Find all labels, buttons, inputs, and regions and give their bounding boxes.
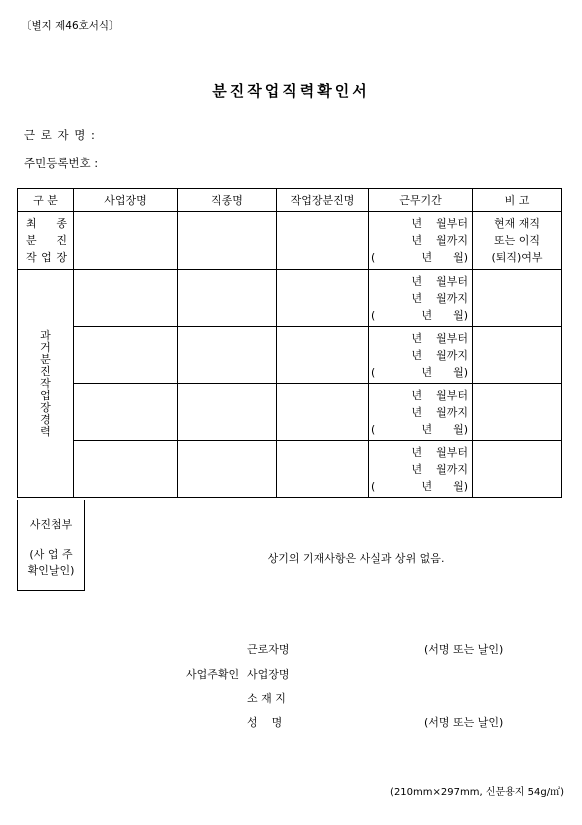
job-type-cell[interactable] <box>178 212 277 270</box>
current-workplace-row <box>18 212 562 270</box>
photo-note-line2: 확인날인) <box>27 564 75 577</box>
header-category: 구 분 <box>18 189 74 212</box>
table-header-row <box>18 189 562 212</box>
work-period-cell[interactable]: 년 월부터 년 월까지 ( 년 월) <box>369 441 473 498</box>
current-remark-cell: 현재 재직 또는 이직 (퇴직)여부 <box>473 212 562 270</box>
career-table <box>17 188 562 498</box>
worker-name-signature-label: 근로자명 <box>247 643 290 656</box>
business-name-cell[interactable] <box>74 327 178 384</box>
name-label: 성 명 <box>247 716 283 729</box>
paper-spec-footer: (210mm×297mm, 신문용지 54g/㎡) <box>390 787 564 798</box>
worker-name-label: 근 로 자 명 : <box>24 128 96 142</box>
past-workplace-row <box>18 441 562 498</box>
business-name-cell[interactable] <box>74 384 178 441</box>
work-period-cell[interactable]: 년 월부터 년 월까지 ( 년 월) <box>369 327 473 384</box>
header-job-type: 직종명 <box>178 189 277 212</box>
employer-sign-note: (서명 또는 날인) <box>424 716 504 729</box>
worker-sign-note: (서명 또는 날인) <box>424 643 504 656</box>
current-workplace-category: 최 종 분 진 작 업 장 <box>18 212 74 270</box>
past-workplace-row <box>18 327 562 384</box>
business-name-cell[interactable] <box>74 270 178 327</box>
employer-confirm-label: 사업주확인 <box>186 668 240 681</box>
dust-name-cell[interactable] <box>277 384 369 441</box>
job-type-cell[interactable] <box>178 327 277 384</box>
job-type-cell[interactable] <box>178 384 277 441</box>
past-workplace-row <box>18 270 562 327</box>
past-workplace-category: 과 거 분 진 작 업 장 경 력 <box>18 270 74 498</box>
dust-name-cell[interactable] <box>277 441 369 498</box>
form-number-label: 〔별지 제46호서식〕 <box>21 20 120 32</box>
dust-name-cell[interactable] <box>277 327 369 384</box>
confirmation-statement: 상기의 기재사항은 사실과 상위 없음. <box>267 552 445 565</box>
remark-cell[interactable] <box>473 327 562 384</box>
work-period-cell[interactable]: 년 월부터 년 월까지 ( 년 월) <box>369 270 473 327</box>
work-period-cell[interactable]: 년 월부터 년 월까지 ( 년 월) <box>369 384 473 441</box>
header-work-period: 근무기간 <box>369 189 473 212</box>
header-remarks: 비 고 <box>473 189 562 212</box>
address-label: 소 재 지 <box>247 692 286 705</box>
business-name-cell[interactable] <box>74 441 178 498</box>
remark-cell[interactable] <box>473 441 562 498</box>
document-title: 분진작업직력확인서 <box>212 82 370 100</box>
photo-note-line1: (사 업 주 <box>29 548 73 561</box>
job-type-cell[interactable] <box>178 441 277 498</box>
resident-number-label: 주민등록번호 : <box>24 156 99 170</box>
dust-name-cell[interactable] <box>277 212 369 270</box>
work-period-cell[interactable]: 년 월부터 년 월까지 ( 년 월) <box>369 212 473 270</box>
dust-name-cell[interactable] <box>277 270 369 327</box>
photo-attachment-box[interactable] <box>17 500 85 591</box>
header-dust-name: 작업장분진명 <box>277 189 369 212</box>
business-name-signature-label: 사업장명 <box>247 668 290 681</box>
job-type-cell[interactable] <box>178 270 277 327</box>
remark-cell[interactable] <box>473 270 562 327</box>
remark-cell[interactable] <box>473 384 562 441</box>
past-workplace-row <box>18 384 562 441</box>
photo-label: 사진첨부 <box>29 518 73 531</box>
business-name-cell[interactable] <box>74 212 178 270</box>
header-business-name: 사업장명 <box>74 189 178 212</box>
